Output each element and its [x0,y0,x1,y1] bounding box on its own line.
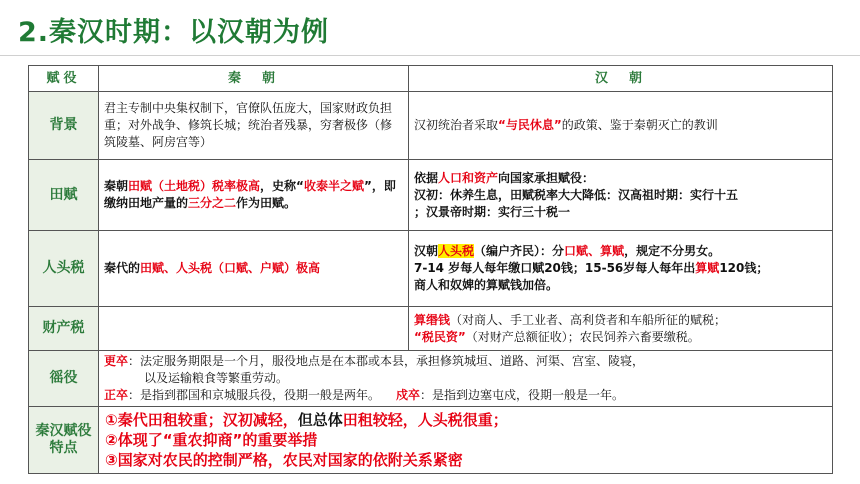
han-rentou-l2a: 7-14 岁每人每年缴口赋20钱；15-56岁每人每年出 [414,261,696,275]
han-caichan-l1b: （对商人、手工业者、高利贷者和车船所征的赋税； [450,312,727,327]
han-rentou-l1a: 汉朝 [414,244,439,258]
han-rentou-line-3: 商人和奴婢的算赋钱加倍。 [414,278,559,292]
row-label-tianfu: 田赋 [29,160,99,231]
page-title: 2.秦汉时期：以汉朝为例 [18,17,330,48]
qin-rentou-cell [99,231,409,307]
han-bg-policy: “与民休息” [498,118,562,132]
qin-tianfu-t3: 税率极高 [212,179,261,193]
yaoyi-gengzu: 更卒 [104,354,129,368]
han-caichan-line-1 [414,312,827,329]
han-rentou-l1f: 算赋 [600,244,625,258]
tedian-l3b: 农民对国家的依附关系紧密 [282,451,463,469]
header-row [29,66,833,92]
han-tianfu-l1c: 向国家承担赋役： [498,170,595,185]
row-yaoyi [29,351,833,407]
han-caichan-l2a: “税民资” [414,329,466,344]
tedian-l1c: 田租较轻，人头税很重； [342,411,508,429]
yaoyi-zhengzu: 正卒 [104,388,129,402]
han-caichan-l2b: （对财产总额征收）；农民饲养六畜要缴税。 [465,329,700,344]
yaoyi-cell [99,351,833,407]
han-caichan-cell [409,307,833,351]
row-tianfu [29,160,833,231]
han-tianfu-line-2: 汉初：休养生息，田赋税率大大降低：汉高祖时期：实行十五 [414,187,739,202]
han-tianfu-l1a: 依据 [414,170,439,185]
tedian-line-3 [105,450,826,470]
han-bg-text-2: 的政策、鉴于秦朝灭亡的教训 [561,118,718,132]
han-tianfu-line-3: ；汉景帝时期：实行三十税一 [414,204,571,219]
han-rentou-l1d: 口赋 [564,244,589,258]
row-label-caichan: 财产税 [29,307,99,351]
row-rentou [29,231,833,307]
row-background [29,92,833,160]
row-tedian [29,407,833,474]
row-label-rentou: 人头税 [29,231,99,307]
yaoyi-l3d: ：是指到边塞屯戍，役期一般是一年。 [420,388,625,402]
han-rentou-l1e: 、 [588,244,601,258]
tedian-l1b: 但总体 [297,411,343,429]
yaoyi-l3b: ：是指到郡国和京城服兵役，役期一般是两年。 [128,388,381,402]
han-tianfu-l1b: 人口和资产 [438,170,499,185]
tedian-l3a: ③国家对农民的控制严格， [105,451,283,469]
qin-rentou-t2: 田赋、人头税（口赋、户赋）极高 [140,261,321,275]
qin-tianfu-t1: 秦朝 [104,179,129,193]
han-rentou-line-1 [414,243,827,260]
qin-tianfu-t7: 三分之二 [188,196,237,210]
han-bg-text-1: 汉初统治者采取 [414,118,499,132]
han-caichan-line-2 [414,329,827,346]
han-rentou-l1c: （编户齐民）：分 [474,244,565,258]
header-col-fuyi: 赋役 [29,66,99,92]
row-label-background: 背景 [29,92,99,160]
han-rentou-l2b: 算赋 [695,261,720,275]
tedian-cell [99,407,833,474]
qin-caichan-cell [99,307,409,351]
qin-tianfu-cell [99,160,409,231]
han-rentou-cell [409,231,833,307]
han-tianfu-line-1 [414,170,827,187]
yaoyi-l1b: ：法定服务期限是一个月，服役地点是在本郡或本县，承担修筑城垣、道路、河渠、宫室、陵寝， [128,354,645,368]
han-background-cell [409,92,833,160]
qin-tianfu-t8: 作为田赋。 [236,196,297,210]
tedian-line-1 [105,410,826,430]
header-col-qin: 秦 朝 [99,66,409,92]
title-divider [0,55,860,56]
qin-tianfu-t4: ，史称“ [260,179,304,193]
han-tianfu-cell [409,160,833,231]
yaoyi-line-3 [104,387,827,404]
qin-rentou-t1: 秦代的 [104,261,141,275]
row-label-tedian: 秦汉赋役特点 [29,407,99,474]
yaoyi-line-2: 以及运输粮食等繁重劳动。 [144,371,289,385]
qin-tianfu-t2: 田赋（土地税） [128,179,213,193]
han-rentou-line-2 [414,260,827,277]
tedian-line-2: ②体现了“重农抑商”的重要举措 [105,431,318,449]
yaoyi-line-1 [104,353,827,370]
han-rentou-l1g: ，规定不分男女。 [624,244,721,258]
qin-tianfu-t6: ”，即缴纳田地产量的 [104,179,396,210]
qin-background-cell: 君主专制中央集权制下，官僚队伍庞大，国家财政负担重；对外战争、修筑长城；统治者残暴，穷奢极侈（修筑陵墓、阿房宫等） [99,92,409,160]
yaoyi-shuzu: 戍卒 [396,388,421,402]
tedian-l1a: ①秦代田租较重；汉初减轻， [105,411,298,429]
han-rentou-l1b: 人头税 [438,244,475,258]
qin-tianfu-t5: 收泰半之赋 [303,179,364,193]
tax-comparison-table [28,65,833,474]
han-caichan-l1a: 算缗钱 [414,312,451,327]
row-caichan [29,307,833,351]
row-label-yaoyi: 徭役 [29,351,99,407]
header-col-han: 汉 朝 [409,66,833,92]
han-rentou-l2c: 120钱； [719,261,769,275]
